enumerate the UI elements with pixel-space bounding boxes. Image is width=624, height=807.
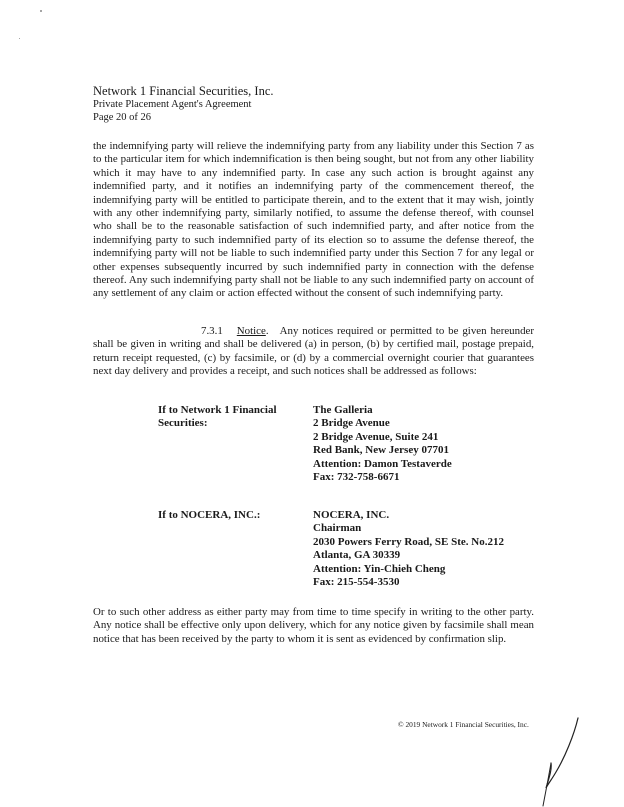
address-line: NOCERA, INC. — [313, 509, 390, 521]
address-line: 2 Bridge Avenue — [313, 417, 390, 430]
address-line: Atlanta, GA 30339 — [313, 549, 401, 562]
address-line: Chairman — [313, 522, 362, 535]
address-label-line: If to Network 1 Financial — [158, 404, 277, 416]
section-heading: Notice — [236, 325, 266, 337]
address-fax: Fax: 215-554-3530 — [313, 576, 400, 589]
address-fax: Fax: 732-758-6671 — [313, 471, 400, 484]
address-line: 2 Bridge Avenue, Suite 241 — [313, 430, 439, 443]
address-line: 2030 Powers Ferry Road, SE Ste. No.212 — [313, 535, 504, 548]
address-line: Red Bank, New Jersey 07701 — [313, 444, 449, 457]
closing-paragraph: Or to such other address as either party may from time to time specify in writing to the other party. Any notice shall be effective only upon delivery, which for any notice given by facsimile shall mean notice that has been received by the party to whom it is sent as evidenced by confirmation slip. — [93, 606, 534, 645]
section-heading-punct: . — [265, 325, 269, 337]
footer-copyright: © 2019 Network 1 Financial Securities, Inc. — [398, 720, 529, 729]
indemnification-paragraph: the indemnifying party will relieve the indemnifying party from any liability under this Section 7 as to the particular item for which indemnification is then being sought, but not from any other liability which it may have to any indemnified party. In case any such action is brought against any indemnified party, and it notifies an indemnifying party of the commencement thereof, the indemnifying party will be entitled to participate therein, and to the extent that it may wish, jointly with any other indemnifying party, similarly notified, to assume the defense thereof, with counsel who shall be to the reasonable satisfaction of such indemnified party, and after notice from the indemnifying party to such indemnified party of its election so to assume the defense thereof, the indemnifying party will not be liable to such indemnified party under this Section 7 for any legal or other expenses subsequently incurred by such indemnified party in connection with the defense thereof. Any such indemnifying party shall not be liable to any such indemnified party on account of any settlement of any claim or action effected without the consent of such indemnifying party. — [93, 140, 534, 300]
header-page-number: Page 20 of 26 — [93, 112, 152, 123]
address-attention: Attention: Damon Testaverde — [313, 457, 452, 470]
address-label-line: If to NOCERA, INC.: — [158, 509, 261, 521]
section-number: 7.3.1 — [201, 325, 223, 337]
header-document-title: Private Placement Agent's Agreement — [93, 99, 252, 110]
address-attention: Attention: Yin-Chieh Cheng — [313, 562, 446, 575]
address-label-line: Securities: — [158, 417, 208, 430]
notice-body: Any notices required or permitted to be given hereunder shall be given in writing and shall be delivered (a) in person, (b) by certified mail, postage prepaid, return receipt requested, (c) by facsimile, or (d) by a commercial overnight courier that guarantees next day delivery and provides a receipt, and such notices shall be addressed as follows: — [93, 325, 534, 378]
header-company: Network 1 Financial Securities, Inc. — [93, 84, 274, 98]
address-line: The Galleria — [313, 404, 373, 416]
